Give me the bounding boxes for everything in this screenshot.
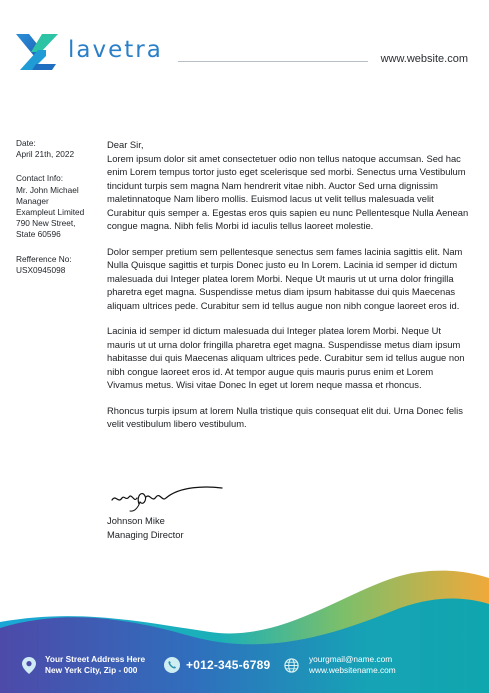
signature-icon — [110, 484, 226, 514]
header-divider — [178, 61, 368, 62]
footer-email: yourgmail@name.com — [309, 654, 393, 664]
letter-paragraph: Lorem ipsum dolor sit amet consectetuer odio non tellus natoque accumsan. Sed hac enim Lorem tempus tortor justo eget scelerisque sed morbi. Senectus urna Vestibulum tincidunt turpis sem magna Nam hendrerit vitae nibh. Auctor Sed urna dignissim maletinnatoque Nam libero mollis. Euismod lacus ut velit tellus malesuada velit Curabitur quis semper a. Egestas eros quis sapien eu nunc Pellentesque Nulla Aenean congue magna. Nibh felis Morbi id iaculis tellus laoreet molestie. — [107, 152, 469, 231]
contact-line: Exampleut Limited — [16, 207, 85, 218]
phone-icon — [164, 657, 180, 673]
footer-site: www.websitename.com — [309, 665, 396, 675]
contact-line: Manager — [16, 195, 49, 206]
footer-web — [284, 654, 396, 676]
brand-name: lavetra — [68, 37, 163, 63]
letter-paragraph: Dolor semper pretium sem pellentesque senectus sem fames lacinia sagittis elit. Nam Nulla Quisque sagittis et turpis Donec justo eu In Lorem. Lacinia id semper id dictum malesuada dui Integer platea lorem Morbi. Neque Ut mauris ut ut urna dolor fringilla pharetra eget magna. Suspendisse metus diam ipsum habitasse dui quis Maecenas aliquam ultrices pede. Curabitur sem id tellus augue non nibh congue laoreet eros id. — [107, 245, 463, 311]
contact-label: Contact Info: — [16, 173, 64, 184]
reference-label: Refference No: — [16, 253, 72, 264]
contact-line: Mr. John Michael — [16, 184, 79, 195]
location-pin-icon — [22, 657, 36, 674]
reference-value: USX0945098 — [16, 264, 66, 275]
signer-title: Managing Director — [107, 528, 184, 540]
letter-paragraph: Rhoncus turpis ipsum at lorem Nulla tristique quis consequat elit dui. Urna Donec felis velit vestibulum libero vestibulum. — [107, 404, 463, 429]
contact-line: 790 New Street, — [16, 218, 76, 229]
letter-paragraph: Lacinia id semper id dictum malesuada dui Integer platea lorem Morbi. Neque Ut mauris ut ut urna dolor fringilla pharetra eget magna. Suspendisse metus diam ipsum habitasse dui quis Maecenas aliquam ultrices pede. Curabitur sem id tellus augue non nibh congue laoreet eros id. At tempor augue quis mauris purus enim et Lorem Vivamus metus. Wisi vitae Donec In eget ut lorem neque massa et rhoncus. — [107, 325, 465, 390]
date-block — [16, 138, 102, 160]
date-value: April 21th, 2022 — [16, 149, 75, 160]
signer-name: Johnson Mike — [107, 515, 165, 526]
lavetra-logo-icon — [16, 34, 64, 70]
footer-address-line1: Your Street Address Here — [45, 654, 146, 664]
signer-block — [107, 514, 184, 541]
footer-phone-number: +012-345-6789 — [186, 657, 271, 672]
footer-address — [22, 654, 145, 676]
header-website: www.website.com — [380, 53, 468, 65]
contact-line: State 60596 — [16, 229, 61, 240]
sidebar-info — [16, 138, 102, 289]
date-label: Date: — [16, 138, 36, 148]
letter-body — [107, 138, 471, 443]
salutation: Dear Sir, — [107, 139, 144, 150]
globe-icon — [284, 658, 299, 673]
footer-address-line2: New Yerk City, Zip - 000 — [45, 665, 138, 675]
contact-block — [16, 173, 102, 240]
footer-phone — [164, 657, 270, 673]
reference-block — [16, 254, 102, 276]
